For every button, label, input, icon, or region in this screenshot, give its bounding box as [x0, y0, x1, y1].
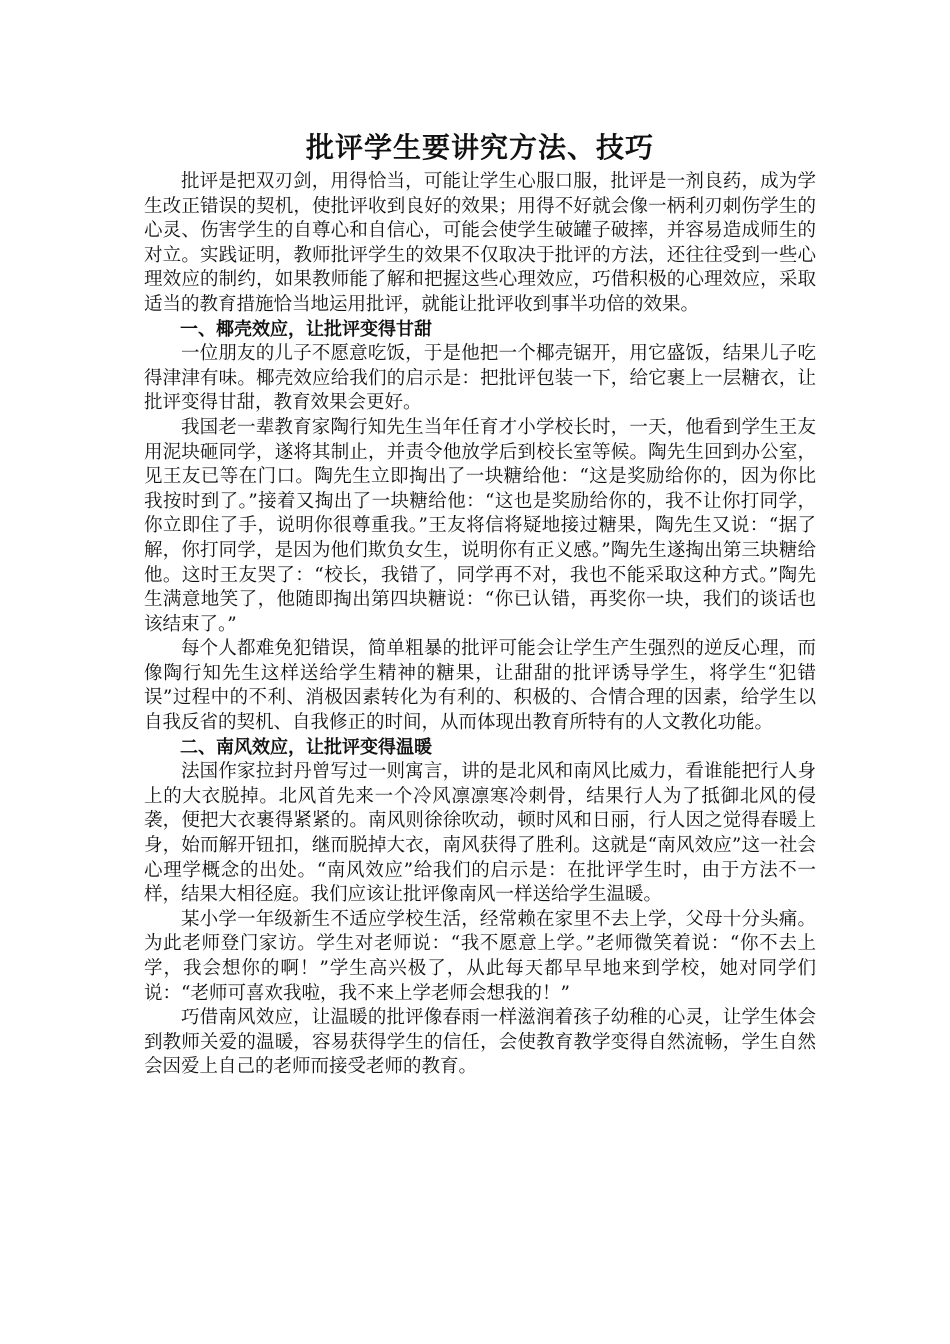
paragraph: 某小学一年级新生不适应学校生活，经常赖在家里不去上学，父母十分头痛。为此老师登门家访。学生对老师说：“我不愿意上学。”老师微笑着说：“你不去上学，我会想你的啊！”学生高兴极了，从此每天都早早地来到学校，她对同学们说：“老师可喜欢我啦，我不来上学老师会想我的！” — [144, 908, 816, 1004]
paragraph: 法国作家拉封丹曾写过一则寓言，讲的是北风和南风比威力，看谁能把行人身上的大衣脱掉。北风首先来一个冷风凛凛寒冷刺骨，结果行人为了抵御北风的侵袭，便把大衣裹得紧紧的。南风则徐徐吹动，顿时风和日丽，行人因之觉得春暖上身，始而解开钮扣，继而脱掉大衣，南风获得了胜利。这就是“南风效应”这一社会心理学概念的出处。“南风效应”给我们的启示是：在批评学生时，由于方法不一样，结果大相径庭。我们应该让批评像南风一样送给学生温暖。 — [144, 761, 816, 906]
intro-paragraph: 批评是把双刃剑，用得恰当，可能让学生心服口服，批评是一剂良药，成为学生改正错误的契机，使批评收到良好的效果；用得不好就会像一柄利刃刺伤学生的心灵、伤害学生的自尊心和自信心，可能会使学生破罐子破摔，并容易造成师生的对立。实践证明，教师批评学生的效果不仅取决于批评的方法，还往往受到一些心理效应的制约，如果教师能了解和把握这些心理效应，巧借积极的心理效应，采取适当的教育措施恰当地运用批评，就能让批评收到事半功倍的效果。 — [144, 171, 816, 315]
section-heading-2: 二、南风效应，让批评变得温暖 — [180, 736, 432, 758]
paragraph: 巧借南风效应，让温暖的批评像春雨一样滋润着孩子幼稚的心灵，让学生体会到教师关爱的温暖，容易获得学生的信任，会使教育教学变得自然流畅，学生自然会因爱上自己的老师而接受老师的教育。 — [144, 1007, 816, 1078]
document-page — [144, 128, 816, 1080]
page-title: 批评学生要讲究方法、技巧 — [305, 131, 654, 164]
section-heading-1: 一、椰壳效应，让批评变得甘甜 — [180, 318, 432, 340]
paragraph: 一位朋友的儿子不愿意吃饭，于是他把一个椰壳锯开，用它盛饭，结果儿子吃得津津有味。椰壳效应给我们的启示是：把批评包装一下，给它裹上一层糖衣，让批评变得甘甜，教育效果会更好。 — [144, 343, 816, 414]
paragraph: 我国老一辈教育家陶行知先生当年任育才小学校长时，一天，他看到学生王友用泥块砸同学，遂将其制止，并责令他放学后到校长室等候。陶先生回到办公室，见王友已等在门口。陶先生立即掏出了一块糖给他：“这是奖励给你的，因为你比我按时到了。”接着又掏出了一块糖给他：“这也是奖励给你的，我不让你打同学，你立即住了手，说明你很尊重我。”王友将信将疑地接过糖果，陶先生又说：“据了解，你打同学，是因为他们欺负女生，说明你有正义感。”陶先生遂掏出第三块糖给他。这时王友哭了：“校长，我错了，同学再不对，我也不能采取这种方式。”陶先生满意地笑了，他随即掏出第四块糖说：“你已认错，再奖你一块，我们的谈话也该结束了。” — [144, 416, 816, 635]
paragraph: 每个人都难免犯错误，简单粗暴的批评可能会让学生产生强烈的逆反心理，而像陶行知先生这样送给学生精神的糖果，让甜甜的批评诱导学生，将学生“犯错误”过程中的不利、消极因素转化为有利的、积极的、合情合理的因素，给学生以自我反省的契机、自我修正的时间，从而体现出教育所特有的人文教化功能。 — [144, 638, 816, 734]
